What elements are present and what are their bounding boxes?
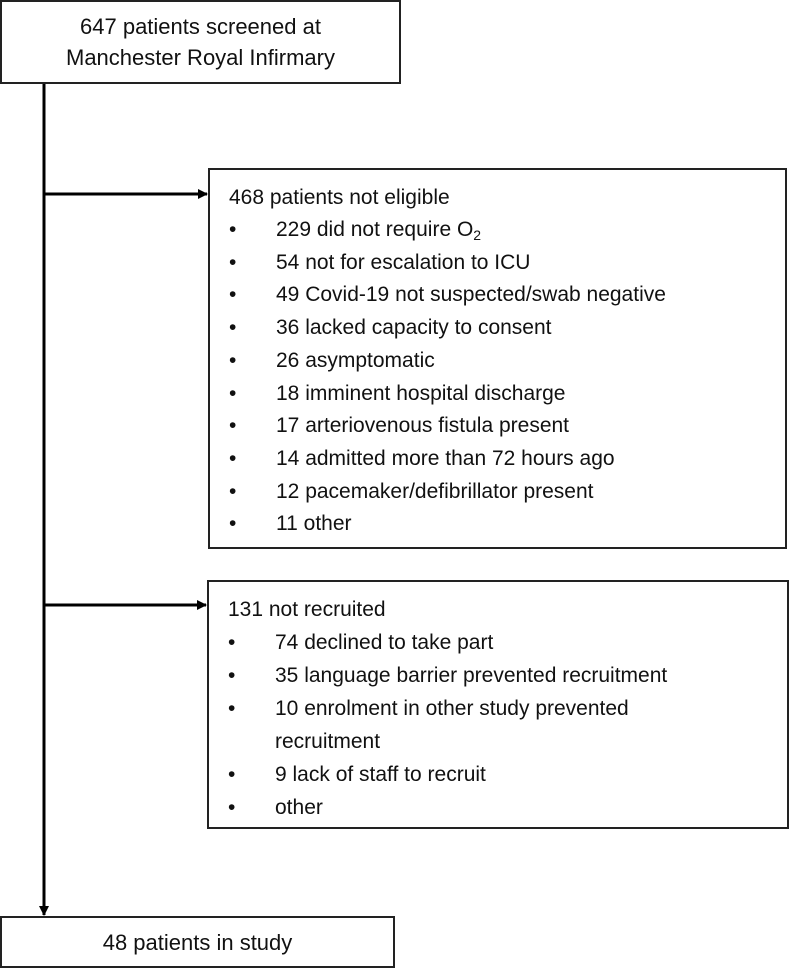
not-recruited-box [207,580,789,829]
list-item: • 11 other [229,508,785,541]
list-item: • 49 Covid-19 not suspected/swab negative [229,279,785,312]
item-text: 229 did not require O [276,218,474,241]
list-item: • 10 enrolment in other study prevented recruitment [228,692,708,758]
list-item: • other [228,791,708,824]
list-item: • 36 lacked capacity to consent [229,312,785,345]
not-eligible-heading: 468 patients not eligible [229,186,450,209]
list-item: • 74 declined to take part [228,626,708,659]
list-item: • 17 arteriovenous fistula present [229,410,785,443]
list-item: • 12 pacemaker/defibrillator present [229,476,785,509]
in-study-box [0,916,395,968]
subscript: 2 [473,227,482,243]
list-item [229,214,785,247]
list-item: • 18 imminent hospital discharge [229,378,785,411]
list-item: • 9 lack of staff to recruit [228,758,708,791]
not-eligible-box [208,168,787,549]
list-item: • 26 asymptomatic [229,345,785,378]
screened-line-2: Manchester Royal Infirmary [66,45,335,70]
screened-box [0,0,401,84]
not-recruited-heading: 131 not recruited [228,598,386,621]
list-item: • 54 not for escalation to ICU [229,247,785,280]
list-item: • 35 language barrier prevented recruitment [228,659,708,692]
screened-line-1: 647 patients screened at [80,14,321,39]
not-eligible-list [229,214,785,541]
in-study-text: 48 patients in study [102,929,293,955]
not-recruited-list [228,626,708,824]
list-item: • 14 admitted more than 72 hours ago [229,443,785,476]
